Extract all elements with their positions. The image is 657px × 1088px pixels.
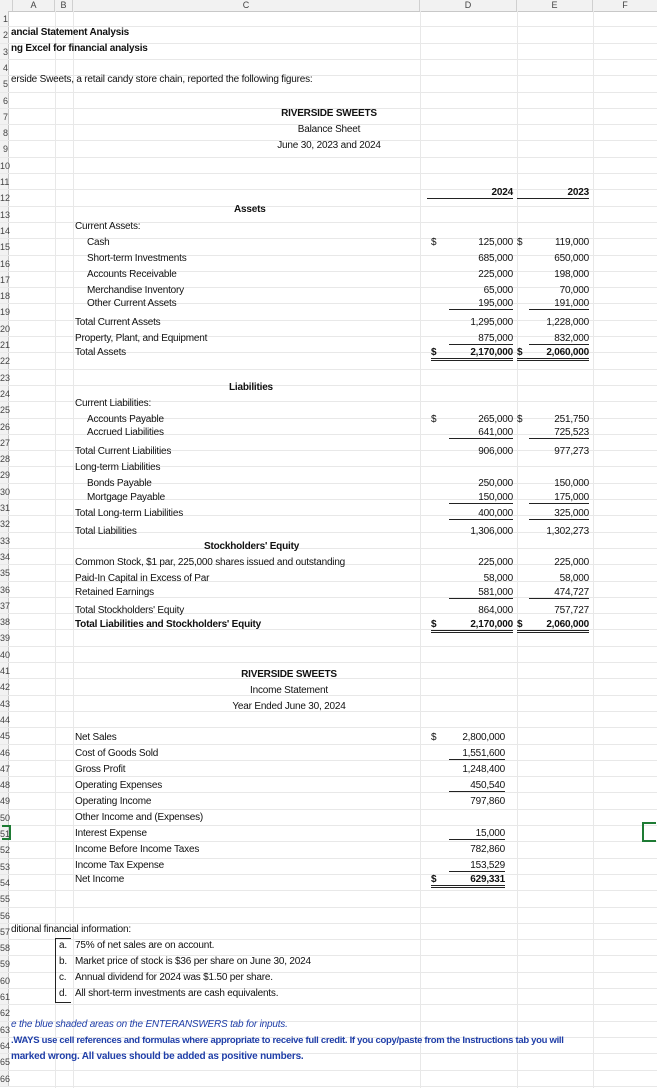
row-header-1[interactable]: 1: [0, 11, 9, 27]
dollar-sign: $: [517, 237, 523, 248]
row-header-7[interactable]: 7: [0, 109, 9, 125]
grid-row-line: [0, 825, 657, 826]
additional-key-b: b.: [59, 956, 67, 967]
tltl-label: Total Long-term Liabilities: [75, 508, 183, 519]
tse-2023[interactable]: 757,727: [554, 605, 589, 616]
ta-2023: 2,060,000: [546, 347, 589, 358]
grid-row-line: [0, 760, 657, 761]
ltl-label: Long-term Liabilities: [75, 462, 161, 473]
additional-key-c: c.: [59, 972, 67, 983]
bonds-label: Bonds Payable: [87, 478, 152, 489]
tax-value[interactable]: 153,529: [449, 860, 505, 872]
row-header-66[interactable]: 66: [0, 1071, 9, 1087]
current-assets-label: Current Assets:: [75, 221, 141, 232]
row-header-57[interactable]: 57: [0, 924, 9, 940]
row-header-27[interactable]: 27: [0, 435, 9, 451]
column-header-c[interactable]: C: [73, 0, 420, 11]
grid-row-line: [0, 907, 657, 908]
tax-label: Income Tax Expense: [75, 860, 165, 871]
cs-label: Common Stock, $1 par, 225,000 shares issued and outstanding: [75, 557, 346, 568]
grid-row-line: [0, 646, 657, 647]
row-header-32[interactable]: 32: [0, 516, 9, 532]
ppe-label: Property, Plant, and Equipment: [75, 333, 208, 344]
additional-key-d: d.: [59, 988, 67, 999]
row-header-53[interactable]: 53: [0, 859, 9, 875]
row-header-14[interactable]: 14: [0, 223, 9, 239]
equity-heading: Stockholders' Equity: [204, 541, 300, 552]
column-header-e[interactable]: E: [517, 0, 593, 11]
row-header-54[interactable]: 54: [0, 875, 9, 891]
tca-2023[interactable]: 1,228,000: [546, 317, 589, 328]
selection-marker-right: [642, 822, 656, 842]
additional-key-a: a.: [59, 940, 67, 951]
tse-label: Total Stockholders' Equity: [75, 605, 184, 616]
additional-item-c: Annual dividend for 2024 was $1.50 per share.: [75, 972, 273, 983]
cs-2024[interactable]: 225,000: [478, 557, 513, 568]
mortgage-2023[interactable]: 175,000: [529, 492, 589, 504]
ar-2024[interactable]: 225,000: [478, 269, 513, 280]
tl-2024[interactable]: 1,306,000: [470, 526, 513, 537]
tlse-2023: 2,060,000: [546, 619, 589, 630]
assets-heading: Assets: [234, 204, 266, 215]
ar-2023[interactable]: 198,000: [554, 269, 589, 280]
bs-company: RIVERSIDE SWEETS: [281, 108, 377, 119]
oca-2024[interactable]: 195,000: [449, 298, 513, 310]
row-header-52[interactable]: 52: [0, 842, 9, 858]
tlse-2023-cell[interactable]: [517, 619, 589, 633]
row-header-44[interactable]: 44: [0, 712, 9, 728]
row-header-43[interactable]: 43: [0, 696, 9, 712]
bonds-2023[interactable]: 150,000: [554, 478, 589, 489]
tca-2024[interactable]: 1,295,000: [470, 317, 513, 328]
tcl-2023[interactable]: 977,273: [554, 446, 589, 457]
re-label: Retained Earnings: [75, 587, 154, 598]
column-header-d[interactable]: D: [420, 0, 517, 11]
ta-2023-cell[interactable]: [517, 347, 589, 361]
grid-column-line: [593, 11, 594, 1088]
sti-2023[interactable]: 650,000: [554, 253, 589, 264]
dollar-sign: $: [431, 414, 437, 425]
ta-2024: 2,170,000: [470, 347, 513, 358]
dollar-sign: $: [517, 619, 523, 630]
grid-row-line: [0, 206, 657, 207]
tcl-label: Total Current Liabilities: [75, 446, 172, 457]
column-header-b[interactable]: B: [55, 0, 73, 11]
row-header-29[interactable]: 29: [0, 467, 9, 483]
row-header-47[interactable]: 47: [0, 761, 9, 777]
row-header-42[interactable]: 42: [0, 679, 9, 695]
column-header-bar: [0, 0, 657, 12]
tl-label: Total Liabilities: [75, 526, 137, 537]
opex-label: Operating Expenses: [75, 780, 163, 791]
row-header-26[interactable]: 26: [0, 419, 9, 435]
row-header-60[interactable]: 60: [0, 973, 9, 989]
ap-2024[interactable]: 265,000: [478, 414, 513, 425]
row-header-17[interactable]: 17: [0, 272, 9, 288]
row-header-22[interactable]: 22: [0, 353, 9, 369]
tltl-2024[interactable]: 400,000: [449, 508, 513, 520]
grid-row-line: [0, 548, 657, 549]
dollar-sign: $: [431, 237, 437, 248]
grid-row-line: [0, 1004, 657, 1005]
row-header-20[interactable]: 20: [0, 321, 9, 337]
row-header-12[interactable]: 12: [0, 190, 9, 206]
row-header-16[interactable]: 16: [0, 256, 9, 272]
grid-row-line: [0, 841, 657, 842]
inventory-label: Merchandise Inventory: [87, 285, 184, 296]
tca-label: Total Current Assets: [75, 317, 161, 328]
row-header-31[interactable]: 31: [0, 500, 9, 516]
row-header-55[interactable]: 55: [0, 891, 9, 907]
pic-2023[interactable]: 58,000: [559, 573, 589, 584]
row-header-45[interactable]: 45: [0, 728, 9, 744]
tlse-label: Total Liabilities and Stockholders' Equity: [75, 619, 262, 630]
re-2023[interactable]: 474,727: [529, 587, 589, 599]
grid-row-line: [0, 727, 657, 728]
row-header-39[interactable]: 39: [0, 630, 9, 646]
row-header-46[interactable]: 46: [0, 745, 9, 761]
row-header-10[interactable]: 10: [0, 158, 9, 174]
grid-row-line: [0, 157, 657, 158]
ns-label: Net Sales: [75, 732, 117, 743]
bs-year-2023: 2023: [517, 187, 589, 199]
row-header-59[interactable]: 59: [0, 956, 9, 972]
gp-value[interactable]: 1,248,400: [462, 764, 505, 775]
mortgage-label: Mortgage Payable: [87, 492, 165, 503]
row-header-5[interactable]: 5: [0, 76, 9, 92]
current-liab-label: Current Liabilities:: [75, 398, 152, 409]
cash-2023[interactable]: 119,000: [554, 237, 589, 248]
ni-cell[interactable]: [431, 874, 505, 888]
cash-label: Cash: [87, 237, 110, 248]
row-header-34[interactable]: 34: [0, 549, 9, 565]
row-header-23[interactable]: 23: [0, 370, 9, 386]
inventory-2023[interactable]: 70,000: [559, 285, 589, 296]
footer-note-3: marked wrong. All values should be added as positive numbers.: [11, 1051, 304, 1062]
inventory-2024[interactable]: 65,000: [483, 285, 513, 296]
title-line-1: ancial Statement Analysis: [11, 27, 130, 38]
intro-text: erside Sweets, a retail candy store chain, reported the following figures:: [11, 74, 313, 85]
ni-label: Net Income: [75, 874, 125, 885]
row-header-25[interactable]: 25: [0, 402, 9, 418]
additional-item-b: Market price of stock is $36 per share on June 30, 2024: [75, 956, 311, 967]
is-title: Income Statement: [250, 685, 328, 696]
row-header-49[interactable]: 49: [0, 793, 9, 809]
oca-2023[interactable]: 191,000: [529, 298, 589, 310]
grid-row-line: [0, 776, 657, 777]
dollar-sign: $: [517, 414, 523, 425]
cash-2024[interactable]: 125,000: [478, 237, 513, 248]
ta-2024-cell[interactable]: [431, 347, 513, 361]
row-header-28[interactable]: 28: [0, 451, 9, 467]
sti-label: Short-term Investments: [87, 253, 187, 264]
dollar-sign: $: [431, 732, 437, 743]
row-header-64[interactable]: 64: [0, 1038, 9, 1054]
selection-marker-left: [2, 825, 11, 840]
bs-title: Balance Sheet: [297, 124, 361, 135]
row-header-56[interactable]: 56: [0, 908, 9, 924]
row-header-4[interactable]: 4: [0, 60, 9, 76]
cogs-label: Cost of Goods Sold: [75, 748, 159, 759]
row-header-50[interactable]: 50: [0, 810, 9, 826]
row-header-63[interactable]: 63: [0, 1022, 9, 1038]
ibt-value[interactable]: 782,860: [470, 844, 505, 855]
row-header-11[interactable]: 11: [0, 174, 9, 190]
row-header-40[interactable]: 40: [0, 647, 9, 663]
footer-note-1: e the blue shaded areas on the ENTERANSWERS tab for inputs.: [11, 1019, 288, 1030]
ni-value: 629,331: [470, 874, 505, 885]
row-header-15[interactable]: 15: [0, 239, 9, 255]
accrued-2023[interactable]: 725,523: [529, 427, 589, 439]
grid-row-line: [0, 59, 657, 60]
row-header-8[interactable]: 8: [0, 125, 9, 141]
dollar-sign: $: [431, 874, 437, 885]
grid-row-line: [0, 858, 657, 859]
row-header-6[interactable]: 6: [0, 93, 9, 109]
grid-row-line: [0, 792, 657, 793]
bs-date: June 30, 2023 and 2024: [277, 140, 381, 151]
pic-label: Paid-In Capital in Excess of Par: [75, 573, 210, 584]
grid-row-line: [0, 1086, 657, 1087]
grid-column-line: [517, 11, 518, 1088]
interest-label: Interest Expense: [75, 828, 147, 839]
accrued-label: Accrued Liabilities: [87, 427, 164, 438]
grid-row-line: [0, 744, 657, 745]
row-header-9[interactable]: 9: [0, 141, 9, 157]
interest-value[interactable]: 15,000: [449, 828, 505, 840]
grid-row-line: [0, 662, 657, 663]
additional-item-d: All short-term investments are cash equivalents.: [75, 988, 279, 999]
is-company: RIVERSIDE SWEETS: [241, 669, 337, 680]
grid-row-line: [0, 92, 657, 93]
row-header-24[interactable]: 24: [0, 386, 9, 402]
ppe-2024[interactable]: 875,000: [449, 333, 513, 345]
grid-row-line: [0, 173, 657, 174]
title-line-2: ng Excel for financial analysis: [11, 43, 148, 54]
grid-row-line: [0, 369, 657, 370]
row-header-61[interactable]: 61: [0, 989, 9, 1005]
re-2024[interactable]: 581,000: [449, 587, 513, 599]
row-header-33[interactable]: 33: [0, 533, 9, 549]
cogs-value[interactable]: 1,551,600: [449, 748, 505, 760]
row-header-58[interactable]: 58: [0, 940, 9, 956]
additional-heading: ditional financial information:: [11, 924, 131, 935]
gp-label: Gross Profit: [75, 764, 126, 775]
oca-label: Other Current Assets: [87, 298, 177, 309]
row-header-62[interactable]: 62: [0, 1005, 9, 1021]
grid-row-line: [0, 1070, 657, 1071]
select-all-corner[interactable]: [0, 0, 13, 11]
row-header-21[interactable]: 21: [0, 337, 9, 353]
ppe-2023[interactable]: 832,000: [529, 333, 589, 345]
dollar-sign: $: [431, 619, 437, 630]
ar-label: Accounts Receivable: [87, 269, 177, 280]
other-label: Other Income and (Expenses): [75, 812, 203, 823]
row-header-51[interactable]: 51: [0, 826, 9, 842]
row-header-38[interactable]: 38: [0, 614, 9, 630]
tl-2023[interactable]: 1,302,273: [546, 526, 589, 537]
tcl-2024[interactable]: 906,000: [478, 446, 513, 457]
column-header-f[interactable]: F: [622, 0, 628, 10]
row-header-41[interactable]: 41: [0, 663, 9, 679]
ap-label: Accounts Payable: [87, 414, 164, 425]
additional-item-a: 75% of net sales are on account.: [75, 940, 215, 951]
row-header-30[interactable]: 30: [0, 484, 9, 500]
dollar-sign: $: [517, 347, 523, 358]
sti-2024[interactable]: 685,000: [478, 253, 513, 264]
ns-value[interactable]: 2,800,000: [462, 732, 505, 743]
ap-2023[interactable]: 251,750: [554, 414, 589, 425]
dollar-sign: $: [431, 347, 437, 358]
tltl-2023[interactable]: 325,000: [529, 508, 589, 520]
ibt-label: Income Before Income Taxes: [75, 844, 200, 855]
tlse-2024-cell[interactable]: [431, 619, 513, 633]
bonds-2024[interactable]: 250,000: [478, 478, 513, 489]
bs-year-2024: 2024: [427, 187, 513, 199]
row-header-18[interactable]: 18: [0, 288, 9, 304]
column-header-a[interactable]: A: [13, 0, 55, 11]
mortgage-2024[interactable]: 150,000: [449, 492, 513, 504]
grid-row-line: [0, 385, 657, 386]
tse-2024[interactable]: 864,000: [478, 605, 513, 616]
ta-label: Total Assets: [75, 347, 126, 358]
row-header-48[interactable]: 48: [0, 777, 9, 793]
row-header-13[interactable]: 13: [0, 207, 9, 223]
row-header-65[interactable]: 65: [0, 1054, 9, 1070]
row-header-2[interactable]: 2: [0, 27, 9, 43]
cs-2023[interactable]: 225,000: [554, 557, 589, 568]
grid-column-line: [420, 11, 421, 1088]
row-header-3[interactable]: 3: [0, 44, 9, 60]
pic-2024[interactable]: 58,000: [483, 573, 513, 584]
is-date: Year Ended June 30, 2024: [232, 701, 346, 712]
grid-row-line: [0, 809, 657, 810]
liabilities-heading: Liabilities: [229, 382, 273, 393]
oi-label: Operating Income: [75, 796, 152, 807]
accrued-2024[interactable]: 641,000: [449, 427, 513, 439]
row-header-35[interactable]: 35: [0, 565, 9, 581]
tlse-2024: 2,170,000: [470, 619, 513, 630]
row-header-36[interactable]: 36: [0, 582, 9, 598]
footer-note-2: .WAYS use cell references and formulas where appropriate to receive full credit. If you copy/paste from the Instructions tab you will: [11, 1035, 564, 1046]
row-header-19[interactable]: 19: [0, 304, 9, 320]
oi-value[interactable]: 797,860: [470, 796, 505, 807]
opex-value[interactable]: 450,540: [449, 780, 505, 792]
row-header-37[interactable]: 37: [0, 598, 9, 614]
grid-row-line: [0, 890, 657, 891]
